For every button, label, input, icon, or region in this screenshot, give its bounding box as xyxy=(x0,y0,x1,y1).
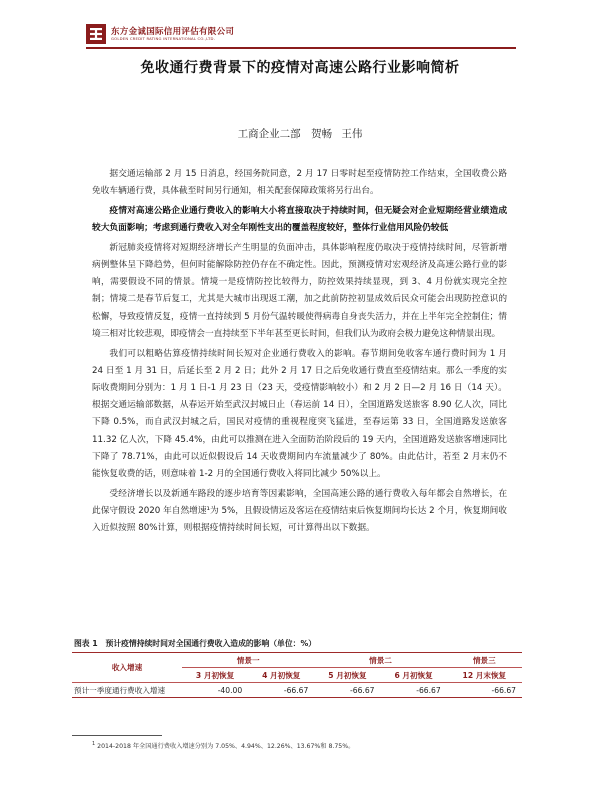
report-body xyxy=(92,166,507,540)
column-header: 12 月末恢复 xyxy=(462,670,507,680)
column-header: 6 月初恢复 xyxy=(394,670,433,680)
brand-name-cn: 东方金诚国际信用评估有限公司 xyxy=(111,27,235,37)
impact-table xyxy=(72,653,522,698)
table-header-row-scenarios xyxy=(72,653,522,668)
scenario-1-header: 情景一 xyxy=(182,653,314,668)
table-cell: -40.00 xyxy=(182,683,248,698)
table-cell: -66.67 xyxy=(314,683,380,698)
page-title: 免收通行费背景下的疫情对高速公路行业影响简析 xyxy=(140,60,460,76)
impact-table-block xyxy=(72,636,522,698)
row-label: 预计一季度通行费收入增速 xyxy=(72,683,182,698)
table-row-header: 收入增速 xyxy=(111,663,143,672)
column-header: 3 月初恢复 xyxy=(195,670,235,680)
company-logo-icon xyxy=(86,24,106,44)
header-divider xyxy=(86,47,516,49)
scenario-2-header: 情景二 xyxy=(314,653,446,668)
report-header xyxy=(86,24,336,44)
table-cell: -66.67 xyxy=(248,683,314,698)
paragraph-1: 据交通运输部 2 月 15 日消息，经国务院同意，2 月 17 日零时起至疫情防控工作结束，全国收费公路免收车辆通行费，具体截至时间另行通知，相关配套保障政策将另行出台。 xyxy=(92,169,507,197)
footnote xyxy=(92,741,354,750)
paragraph-3: 新冠肺炎疫情将对短期经济增长产生明显的负面冲击，具体影响程度仍取决于疫情持续时间，尽管新增病例整体呈下降趋势，但何时能解除防控仍存在不确定性。因此，预测疫情对宏观经济及高速公路行业的影响，需要假设不同的情景。情境一是疫情防控比较得力，防控效果持续显现，到 3、4 月份就实现完全控制；情境二是春节后复工，尤其是大城市出现返工潮，加之此前防控初显成效后民众可能会出现防控意识的松懈，导致疫情反复，疫情一直持续到 5 月份气温转暖使得病毒自身丧失活力，并在上半年完全控制住；情境三相对比较悲观，即疫情会一直持续至下半年甚至更长时间，但我们认为政府会极力避免这种情景出现。 xyxy=(92,242,507,339)
footnote-marker: 1 xyxy=(92,741,96,747)
table-row xyxy=(72,683,522,698)
column-header: 4 月初恢复 xyxy=(262,670,301,680)
footnote-text: 2014-2018 年全国通行费收入增速分别为 7.05%、4.94%、12.26%、13.67%和 8.75%。 xyxy=(97,743,355,751)
table-cell: -66.67 xyxy=(447,683,522,698)
table-cell: -66.67 xyxy=(381,683,447,698)
footnote-divider xyxy=(72,735,162,736)
table-caption: 图表 1 预计疫情持续时间对全国通行费收入造成的影响（单位：%） xyxy=(72,636,522,653)
brand-name-en: GOLDEN CREDIT RATING INTERNATIONAL CO.,LTD. xyxy=(111,36,216,41)
column-header: 5 月初恢复 xyxy=(328,670,367,680)
scenario-3-header: 情景三 xyxy=(447,653,522,668)
paragraph-2-key-point: 疫情对高速公路企业通行费收入的影响大小将直接取决于持续时间，但无疑会对企业短期经营业绩造成较大负面影响；考虑到通行费收入对全年刚性支出的覆盖程度较好，整体行业信用风险仍较低 xyxy=(92,205,507,234)
paragraph-4: 我们可以粗略估算疫情持续时间长短对企业通行费收入的影响。春节期间免收客车通行费时间为 1 月 24 日至 1 月 31 日，后延长至 2 月 2 日；此外 2 月 17 日之后免收通行费直至疫情结束。那么一季度的实际收费期间分别为：1 月 1 日-1 月 23 日（23 天，受疫情影响较小）和 2 月 2 日—2 月 16 日（14 天）。根据交通运输部数据，从春运开始至武汉封城日止（春运前 14 日），全国道路发送旅客 8.90 亿人次，同比下降 0.5%，而自武汉封城之后，国民对疫情的重视程度突飞猛进，至春运第 33 日，全国道路发送旅客 11.32 亿人次，下降 45.4%，由此可以推测在进入全面防治阶段后的 19 天内，全国道路发送旅客增速同比下降了 78.71%，由此可以近似假设后 14 天收费期间内车流量减少了 80%。由此估计，若至 2 月末仍不能恢复收费的话，则意味着 1-2 月的全国通行费收入将同比减少 50%以上。 xyxy=(92,348,507,479)
authors-line: 工商企业二部 贺畅 王伟 xyxy=(237,128,363,140)
paragraph-5: 受经济增长以及新通车路段的逐步培育等因素影响，全国高速公路的通行费收入每年都会自然增长，在此保守假设 2020 年自然增速¹为 5%，且假设情运及客运在疫情结束后恢复期间均长达 2 个月，恢复期间收入近似按照 80%计算，则根据疫情持续时间长短，可计算得出以下数据。 xyxy=(92,488,507,534)
